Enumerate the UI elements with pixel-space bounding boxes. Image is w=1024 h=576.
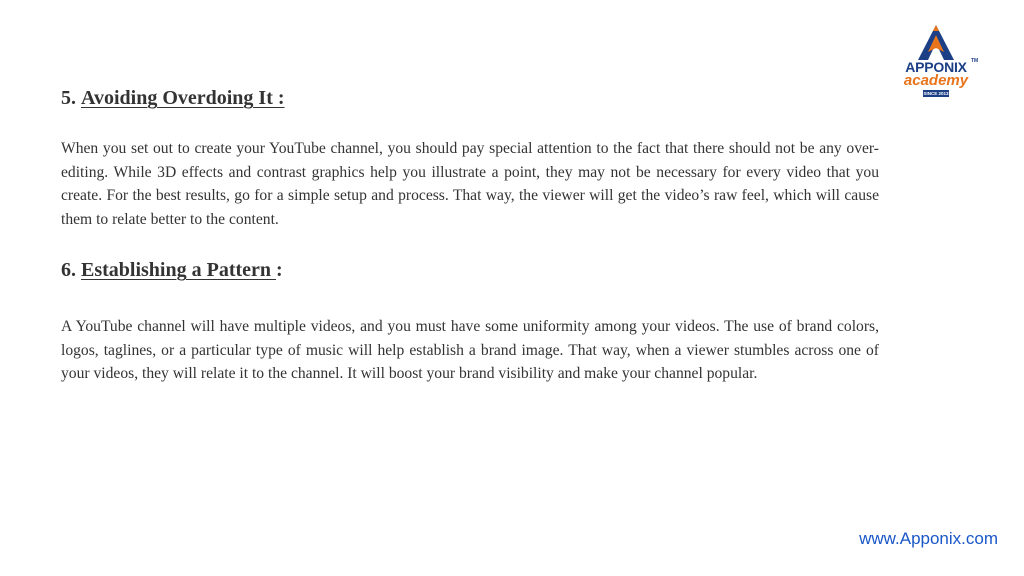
logo-trademark: TM [971, 58, 979, 64]
logo-brand-text: APPONIX [905, 59, 967, 75]
section-title: Avoiding Overdoing It : [81, 87, 285, 109]
section-number: 6. [61, 259, 76, 281]
section-body-avoiding-overdoing: When you set out to create your YouTube channel, you should pay special attention to the fact that there should not be any over-editing. While 3D effects and contrast graphics help you illustrate a point, they may not be necessary for every video that you create. For the best results, go for a simple setup and process. That way, the viewer will get the video’s raw feel, which will cause them to relate better to the content. [61, 140, 879, 228]
section-body-establishing-pattern: A YouTube channel will have multiple videos, and you must have some uniformity among your videos. The use of brand colors, logos, taglines, or a particular type of music will help establish a brand image. That way, when a viewer stumbles across one of your videos, they will relate it to the channel. It will boost your brand visibility and make your channel popular. [61, 318, 879, 382]
website-link[interactable]: www.Apponix.com [859, 529, 998, 548]
apponix-academy-logo [893, 22, 979, 102]
section-colon: : [276, 259, 283, 281]
section-heading-establishing-pattern [61, 256, 879, 284]
logo-academy-text: academy [903, 72, 969, 89]
slide-content [61, 84, 879, 386]
logo-mountain-icon [893, 22, 979, 62]
section-number: 5. [61, 87, 76, 109]
section-heading-avoiding-overdoing [61, 84, 879, 112]
logo-since-badge: SINCE 2013 [923, 91, 949, 96]
section-title: Establishing a Pattern [81, 259, 277, 281]
